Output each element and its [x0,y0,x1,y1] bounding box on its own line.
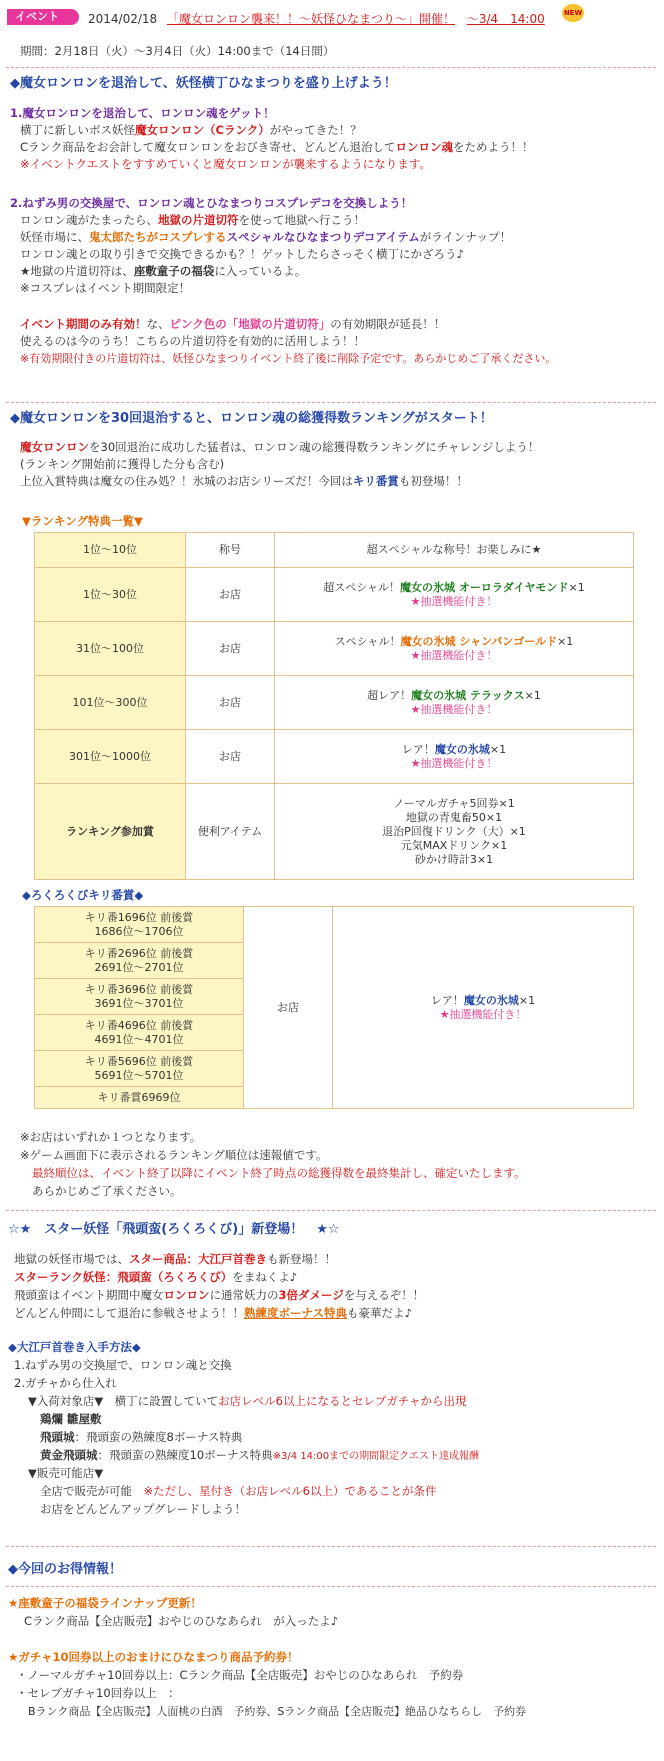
prize-cell [275,676,634,730]
text: ×1 [524,688,541,702]
text: Cランク商品をお会計して魔女ロンロンをおびき寄せ、どんどん退治して [20,140,396,154]
rank-cell: 301位～1000位 [35,730,186,784]
text: 魔女の氷城 シャンパンゴールド [400,634,558,648]
event-title-link[interactable]: 「魔女ロンロン襲来！！～妖怪ひなまつり～」開催！ [167,12,456,26]
text: 地獄の片道切符 [158,213,239,227]
text: ：飛頭蛮の熟練度10ボーナス特典 [97,1448,273,1462]
kiri-note3: 最終順位は、イベント終了以降にイベント終了時点の総獲得数を最終集計し、確定いたします。 [32,1166,526,1180]
event-period: 期間：2月18日（火）～3月4日（火）14:00まで（14日間） [20,44,335,58]
text: ★抽選機能付き！ [439,1007,527,1021]
text: 上位入賞特典は魔女の住み処？！氷城のお店シリーズだ！今回は [20,474,353,488]
text: 魔女の氷城 オーロラダイヤモンド [400,580,569,594]
divider [6,1586,656,1587]
text: も豪華だよ♪ [347,1306,412,1320]
kiri-rank-cell [35,907,244,943]
text: ロンロン魂 [395,140,453,154]
kiri-category-cell: お店 [244,907,333,1109]
divider [6,67,656,68]
s4-topic2-line3: Bランク商品【全店販売】人面桃の白酒 予約券、Sランク商品【全店販売】絶品ひなちらし 予約券 [28,1705,527,1718]
prize-item: 砂かけ時計3×1 [414,852,494,866]
category-cell: お店 [186,568,275,622]
text: 魔女の氷城 [463,993,519,1007]
text: イベント期間のみ有効！ [20,317,147,331]
text: ★地獄の片道切符は、 [20,264,134,278]
text: スター商品：大江戸首巻き [129,1252,267,1266]
text: 横丁に新しいボス妖怪 [20,123,135,137]
s1-p1-line2 [20,140,533,155]
table-row [35,676,634,730]
table-row [35,730,634,784]
kiri-table-title: ◆ろくろくびキリ番賞◆ [22,888,144,902]
kiri-rank-cell [35,979,244,1015]
text: スペシャルなひなまつりデコアイテム [226,230,420,244]
event-date: 2014/02/18 [88,12,158,26]
kiri-rank-cell [35,1015,244,1051]
rank-cell: 1位～30位 [35,568,186,622]
ranking-table-title: ▼ランキング特典一覧▼ [22,514,143,528]
table-row [35,568,634,622]
s2-line1 [20,440,539,455]
table-row [35,907,634,943]
text: ：飛頭蛮の熟練度8ボーナス特典 [74,1430,243,1444]
text: 5691位～5701位 [94,1068,184,1082]
table-row [35,622,634,676]
s3-method2: 2.ガチャから仕入れ [14,1376,117,1390]
s1-p2-line3: ロンロン魂との取り引きで交換できるかも？！ゲットしたらさっそく横丁にかざろう♪ [20,247,464,261]
table-row [35,533,634,568]
s4-topic2: ★ガチャ10回券以上のおまけにひなまつり商品予約券！ [8,1650,299,1664]
text: 魔女の氷城 テラックス [411,688,525,702]
text: を使って地獄へ行こう！ [238,213,365,227]
s4-topic2-line1: ・ノーマルガチャ10回券以上：Cランク商品【全店販売】おやじのひなあられ 予約券 [16,1668,464,1682]
text: がラインナップ！ [419,230,512,244]
s3-method5 [40,1430,242,1445]
text: ×1 [557,634,574,648]
text: をためよう！！ [452,140,534,154]
s1-p2-title: 2.ねずみ男の交換屋で、ロンロン魂とひなまつりコスプレデコを交換しよう！ [10,196,413,210]
text: キリ番2696位 前後賞 [84,946,194,960]
text: ★抽選機能付き！ [410,756,498,770]
text: 飛頭蛮はイベント期間中魔女 [14,1288,164,1302]
s3-line4 [14,1306,412,1321]
divider [6,402,656,403]
s1-p2-line2 [20,230,511,245]
s3-method8 [40,1484,436,1499]
text: スターランク妖怪：飛頭蛮（ろくろくび） [14,1270,233,1284]
kiri-note4: あらかじめご了承ください。 [32,1184,182,1198]
s3-sub-heading: ◆大江戸首巻き入手方法◆ [8,1340,141,1354]
section4-heading: ◆今回のお得情報！ [8,1562,122,1577]
text: お店レベル6以上になるとセレブガチャから出現 [218,1394,467,1408]
text: 全店で販売が可能 [40,1484,144,1498]
text: レア！ [430,993,464,1007]
text: 魔女ロンロン [20,440,89,454]
text: も初登場！！ [398,474,468,488]
s4-topic2-line2: ・セレブガチャ10回券以上 ： [16,1686,180,1700]
text: ×1 [518,993,536,1007]
rank-cell: ランキング参加賞 [35,784,186,880]
text: をまねくよ♪ [232,1270,298,1284]
new-badge-icon: NEW [562,4,584,22]
kiri-rank-cell: キリ番賞6969位 [35,1087,244,1109]
text: 3倍ダメージ [278,1288,344,1302]
text: キリ番3696位 前後賞 [84,982,194,996]
category-cell: 便利アイテム [186,784,275,880]
s1-p1-line1 [20,123,362,138]
text: 4691位～4701位 [94,1032,184,1046]
text: ×1 [568,580,585,594]
s3-line2 [14,1270,297,1285]
s3-line1 [14,1252,336,1267]
text: 超レア！ [367,688,412,702]
event-header-line [88,12,545,27]
text: ×1 [489,742,507,756]
text: どんどん仲間にして退治に参戦させよう！！ [14,1306,244,1320]
text: を30回退治に成功した猛者は、ロンロン魂の総獲得数ランキングにチャレンジしよう！ [89,440,540,454]
text: 飛頭城 [40,1430,75,1444]
rank-cell: 1位～10位 [35,533,186,568]
s2-line3 [20,474,468,489]
kiri-rank-cell [35,1051,244,1087]
bonus-link[interactable]: 熟練度ボーナス特典 [244,1306,348,1320]
text: ★抽選機能付き！ [410,648,498,662]
text: ▼入荷対象店▼ 横丁に設置していて [28,1394,219,1408]
s1-p2-line4 [20,264,306,279]
text: 妖怪市場に、 [20,230,89,244]
section3-heading: ☆★ スター妖怪「飛頭蛮(ろくろくび)」新登場！ ★☆ [8,1222,340,1237]
text: 2691位～2701位 [94,960,184,974]
text: 1686位～1706位 [94,924,184,938]
s3-method4: 鶏爛 雛屋敷 [40,1412,102,1426]
ranking-table [34,532,634,880]
s1-p3-line2: 使えるのは今のうち！こちらの片道切符を有効的に活用しよう！！ [20,334,365,348]
s3-method1: 1.ねずみ男の交換屋で、ロンロン魂と交換 [14,1358,232,1372]
event-until: ～3/4 14:00 [466,12,545,26]
text: ※ただし、星付き（お店レベル6以上）であることが条件 [143,1484,437,1498]
kiri-note2: ※ゲーム画面下に表示されるランキング順位は速報値です。 [20,1148,328,1162]
s4-topic1: ★座敷童子の福袋ラインナップ更新！ [8,1596,202,1610]
text: ロンロン [163,1288,210,1302]
kiri-table [34,906,634,1109]
text: 超スペシャル！ [323,580,401,594]
rank-cell: 31位～100位 [35,622,186,676]
prize-cell [275,622,634,676]
text: ★抽選機能付き！ [410,702,498,716]
text: ※3/4 14:00までの期間限定クエスト達成報酬 [272,1451,479,1462]
divider [6,1546,656,1547]
category-cell: お店 [186,730,275,784]
s1-p3-line1 [20,317,445,332]
s3-method7: ▼販売可能店▼ [28,1466,104,1480]
text: キリ番賞 [352,474,399,488]
text: に通常妖力の [209,1288,279,1302]
prize-cell [275,730,634,784]
text: 黄金飛頭城 [40,1448,98,1462]
prize-cell: 超スペシャルな称号！お楽しみに★ [275,533,634,568]
s1-p1-title: 1.魔女ロンロンを退治して、ロンロン魂をゲット！ [10,106,275,120]
s1-p1-line3: ※イベントクエストをすすめていくと魔女ロンロンが襲来するようになります。 [20,157,431,171]
category-cell: お店 [186,676,275,730]
s4-topic1-line: Cランク商品【全店販売】おやじのひなあられ が入ったよ♪ [24,1614,339,1628]
text: 座敷童子の福袋 [133,264,215,278]
text: 地獄の妖怪市場では、 [14,1252,129,1266]
text: の有効期限が延長！！ [330,317,446,331]
text: キリ番5696位 前後賞 [84,1054,194,1068]
text: 鬼太郎たちがコスプレする [89,230,227,244]
rank-cell: 101位～300位 [35,676,186,730]
prize-cell [275,784,634,880]
text: レア！ [401,742,435,756]
table-row [35,784,634,880]
prize-item: 退治P回復ドリンク（大）×1 [382,824,526,838]
kiri-rank-cell [35,943,244,979]
event-tag: イベント [7,9,79,25]
text: がやってきた！？ [269,123,362,137]
text: 魔女の氷城 [434,742,490,756]
category-cell: 称号 [186,533,275,568]
text: キリ番1696位 前後賞 [84,910,194,924]
text: 魔女ロンロン（Cランク） [135,123,270,137]
prize-item: 元気MAXドリンク×1 [400,838,508,852]
s1-p3-line3: ※有効期限付きの片道切符は、妖怪ひなまつりイベント終了後に削除予定です。あらかじめご了承ください。 [20,352,557,365]
s3-line3 [14,1288,424,1303]
text: 3691位～3701位 [94,996,184,1010]
kiri-prize-cell [333,907,634,1109]
text: ピンク色の「地獄の片道切符」 [169,317,331,331]
category-cell: お店 [186,622,275,676]
s3-method9: お店をどんどんアップグレードしよう！ [40,1502,246,1516]
s2-line2: (ランキング開始前に獲得した分も含む) [20,457,225,471]
text: キリ番4696位 前後賞 [84,1018,194,1032]
prize-item: 地獄の青鬼畜50×1 [405,810,503,824]
kiri-note1: ※お店はいずれか１つとなります。 [20,1130,202,1144]
s1-p2-line1 [20,213,365,228]
text: も新登場！！ [267,1252,336,1266]
text: に入っているよ。 [214,264,307,278]
section2-heading: ◆魔女ロンロンを30回退治すると、ロンロン魂の総獲得数ランキングがスタート！ [10,411,493,426]
text: な、 [146,317,170,331]
section1-heading: ◆魔女ロンロンを退治して、妖怪横丁ひなまつりを盛り上げよう！ [10,76,397,91]
prize-cell [275,568,634,622]
text: ロンロン魂がたまったら、 [20,213,158,227]
s1-p2-line5: ※コスプレはイベント期間限定！ [20,281,191,295]
prize-item: ノーマルガチャ5回券×1 [393,796,515,810]
text: スペシャル！ [334,634,401,648]
s3-method3 [28,1394,467,1409]
s3-method6 [40,1448,479,1464]
text: ★抽選機能付き！ [410,594,498,608]
text: を与えるぞ！！ [343,1288,425,1302]
divider [6,1210,656,1211]
